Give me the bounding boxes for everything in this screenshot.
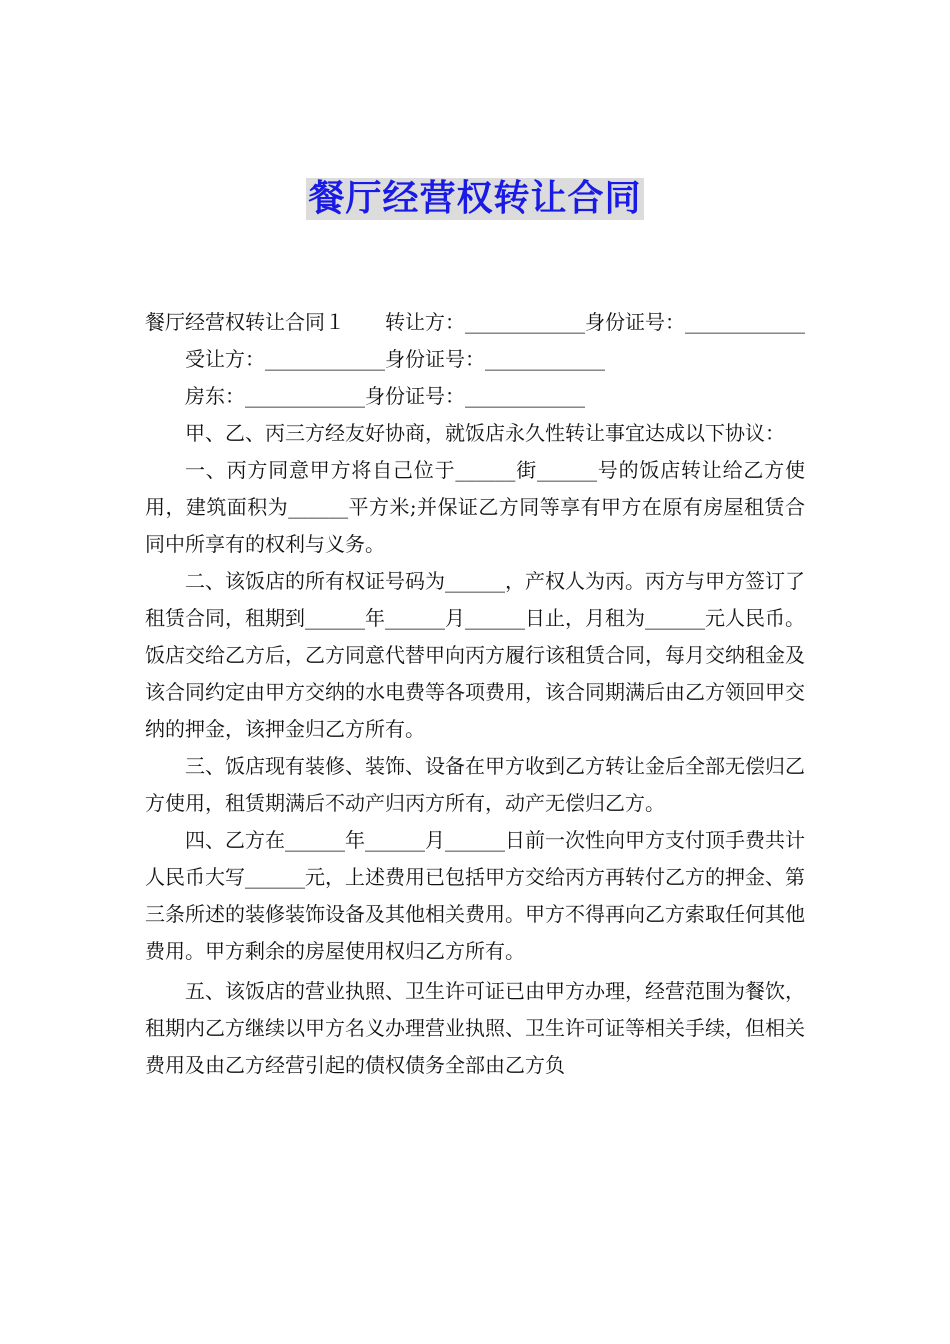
paragraph-landlord: 房东：____________身份证号：____________ bbox=[185, 384, 585, 408]
document-title: 餐厅经营权转让合同 bbox=[308, 178, 642, 219]
paragraph-clause-1: 一、丙方同意甲方将自己位于______街______号的饭店转让给乙方使用，建筑面积为______平方米;并保证乙方同等享有甲方在原有房屋租赁合同中所享有的权利与义务。 bbox=[145, 458, 805, 556]
contract-body bbox=[145, 304, 805, 1084]
document-title-wrap bbox=[0, 178, 950, 220]
paragraph-clause-4: 四、乙方在______年______月______日前一次性向甲方支付顶手费共计人民币大写______元，上述费用已包括甲方交给丙方再转付乙方的押金、第三条所述的装修装饰设备及其他相关费用。甲方不得再向乙方索取任何其他费用。甲方剩余的房屋使用权归乙方所有。 bbox=[145, 828, 805, 963]
paragraph-heading-line: 餐厅经营权转让合同１ 转让方：____________身份证号：____________ bbox=[145, 310, 805, 334]
paragraph-preamble: 甲、乙、丙三方经友好协商，就饭店永久性转让事宜达成以下协议： bbox=[185, 421, 785, 445]
paragraph-clause-2: 二、该饭店的所有权证号码为______，产权人为丙。丙方与甲方签订了租赁合同，租期到______年______月______日止，月租为______元人民币。饭店交给乙方后，乙方同意代替甲向丙方履行该租赁合同，每月交纳租金及该合同约定由甲方交纳的水电费等各项费用，该合同期满后由乙方领回甲交纳的押金，该押金归乙方所有。 bbox=[145, 569, 805, 741]
paragraph-clause-3: 三、饭店现有装修、装饰、设备在甲方收到乙方转让金后全部无偿归乙方使用，租赁期满后不动产归丙方所有，动产无偿归乙方。 bbox=[145, 754, 805, 815]
paragraph-transferee: 受让方：____________身份证号：____________ bbox=[185, 347, 605, 371]
paragraph-clause-5: 五、该饭店的营业执照、卫生许可证已由甲方办理，经营范围为餐饮，租期内乙方继续以甲方名义办理营业执照、卫生许可证等相关手续，但相关费用及由乙方经营引起的债权债务全部由乙方负 bbox=[145, 979, 805, 1077]
